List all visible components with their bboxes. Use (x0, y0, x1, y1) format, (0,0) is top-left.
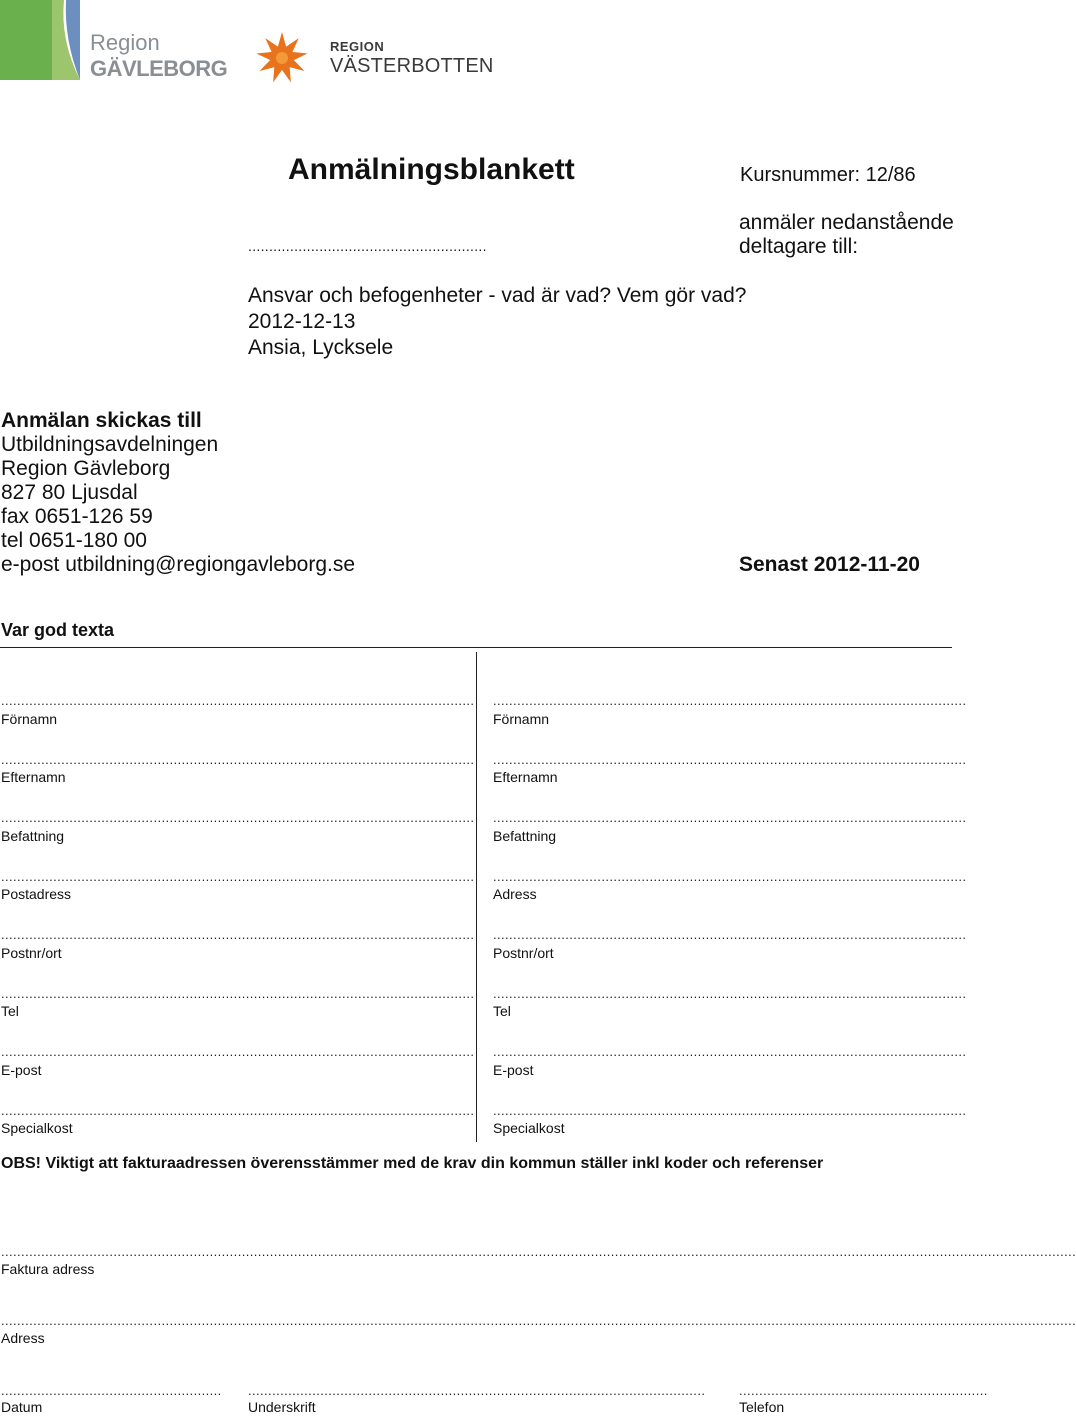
field-label: E-post (493, 1062, 534, 1078)
field-line[interactable]: ...................................................................................................................... (493, 1044, 967, 1059)
send-to-line: 827 80 Ljusdal (1, 481, 138, 504)
send-to-email: e-post utbildning@regiongavleborg.se (1, 553, 356, 576)
region-vasterbotten-logo (250, 30, 510, 88)
field-line[interactable]: ...................................................................................................................... (493, 869, 967, 884)
gavleborg-logo-line2: GÄVLEBORG (90, 56, 228, 81)
field-label: Efternamn (1, 769, 66, 785)
announce-line-1: anmäler nedanstående (739, 211, 954, 234)
send-to-line: tel 0651-180 00 (1, 529, 147, 552)
field-label: Befattning (493, 828, 557, 844)
form-top-rule (0, 647, 952, 648)
field-label: Adress (493, 886, 537, 902)
field-label: Underskrift (248, 1399, 316, 1415)
field-line[interactable]: ...................................................................................................................... (1, 810, 475, 825)
field-label: Postadress (1, 886, 72, 902)
page-title: Anmälningsblankett (288, 153, 575, 186)
field-label: Förnamn (493, 711, 550, 727)
field-label: Postnr/ort (493, 945, 554, 961)
field-label: Förnamn (1, 711, 58, 727)
send-to-line: fax 0651-126 59 (1, 505, 153, 528)
course-name: Ansvar och befogenheter - vad är vad? Vem gör vad? (248, 284, 747, 307)
form-column-divider (476, 652, 477, 1142)
field-line[interactable]: ....................................................... (1, 1383, 222, 1398)
field-line[interactable]: ...................................................................................................................... (1, 927, 475, 942)
field-label: Specialkost (493, 1120, 565, 1136)
field-label: Telefon (739, 1399, 785, 1415)
course-date: 2012-12-13 (248, 310, 356, 333)
field-line[interactable]: ...................................................................................................................... (1, 869, 475, 884)
field-label: Tel (493, 1003, 511, 1019)
field-label: Adress (1, 1330, 45, 1346)
send-to-heading: Anmälan skickas till (1, 409, 202, 432)
field-line[interactable]: ...................................................................................................................... (1, 693, 475, 708)
field-label: Befattning (1, 828, 65, 844)
field-line[interactable]: ............................................................................................................................................................................................................................................................................ (1, 1244, 1076, 1259)
field-line[interactable]: ...................................................................................................................... (493, 1103, 967, 1118)
field-line[interactable]: ...................................................................................................................... (493, 927, 967, 942)
field-line[interactable]: .............................................................. (739, 1383, 988, 1398)
field-line[interactable]: ...................................................................................................................... (1, 1103, 475, 1118)
field-label: Tel (1, 1003, 19, 1019)
form-instruction: Var god texta (1, 620, 115, 640)
field-label: Specialkost (1, 1120, 73, 1136)
course-location: Ansia, Lycksele (248, 336, 394, 359)
vasterbotten-logo-line2: VÄSTERBOTTEN (330, 55, 494, 77)
region-gavleborg-logo (0, 0, 228, 82)
field-line[interactable]: ...................................................................................................................... (1, 986, 475, 1001)
vasterbotten-star-icon (250, 30, 314, 88)
field-line[interactable]: ...................................................................................................................... (493, 810, 967, 825)
field-line[interactable]: ...................................................................................................................... (493, 752, 967, 767)
field-label: Efternamn (493, 769, 558, 785)
field-label: Postnr/ort (1, 945, 62, 961)
field-label: E-post (1, 1062, 42, 1078)
field-label: Faktura adress (1, 1261, 95, 1277)
announce-line-2: deltagare till: (739, 235, 859, 258)
field-label: Datum (1, 1399, 43, 1415)
field-line[interactable]: ...................................................................................................................... (493, 693, 967, 708)
field-line[interactable]: ...................................................................................................................... (1, 1044, 475, 1059)
deadline: Senast 2012-11-20 (739, 553, 920, 576)
field-line[interactable]: ............................................................................................................................................................................................................................................................................ (1, 1313, 1076, 1328)
field-line[interactable]: .................................................................................................................. (248, 1383, 706, 1398)
send-to-line: Utbildningsavdelningen (1, 433, 219, 456)
course-number: Kursnummer: 12/86 (740, 164, 916, 186)
invoice-note: OBS! Viktigt att fakturaadressen överensstämmer med de krav din kommun ställer inkl koder och referenser (1, 1155, 824, 1172)
send-to-line: Region Gävleborg (1, 457, 171, 480)
gavleborg-logo-line1: Region (90, 30, 160, 55)
field-line[interactable]: ...................................................................................................................... (493, 986, 967, 1001)
vasterbotten-logo-line1: REGION (330, 39, 385, 54)
field-line[interactable]: ...................................................................................................................... (1, 752, 475, 767)
announce-dots: ......................................................... (248, 238, 487, 254)
